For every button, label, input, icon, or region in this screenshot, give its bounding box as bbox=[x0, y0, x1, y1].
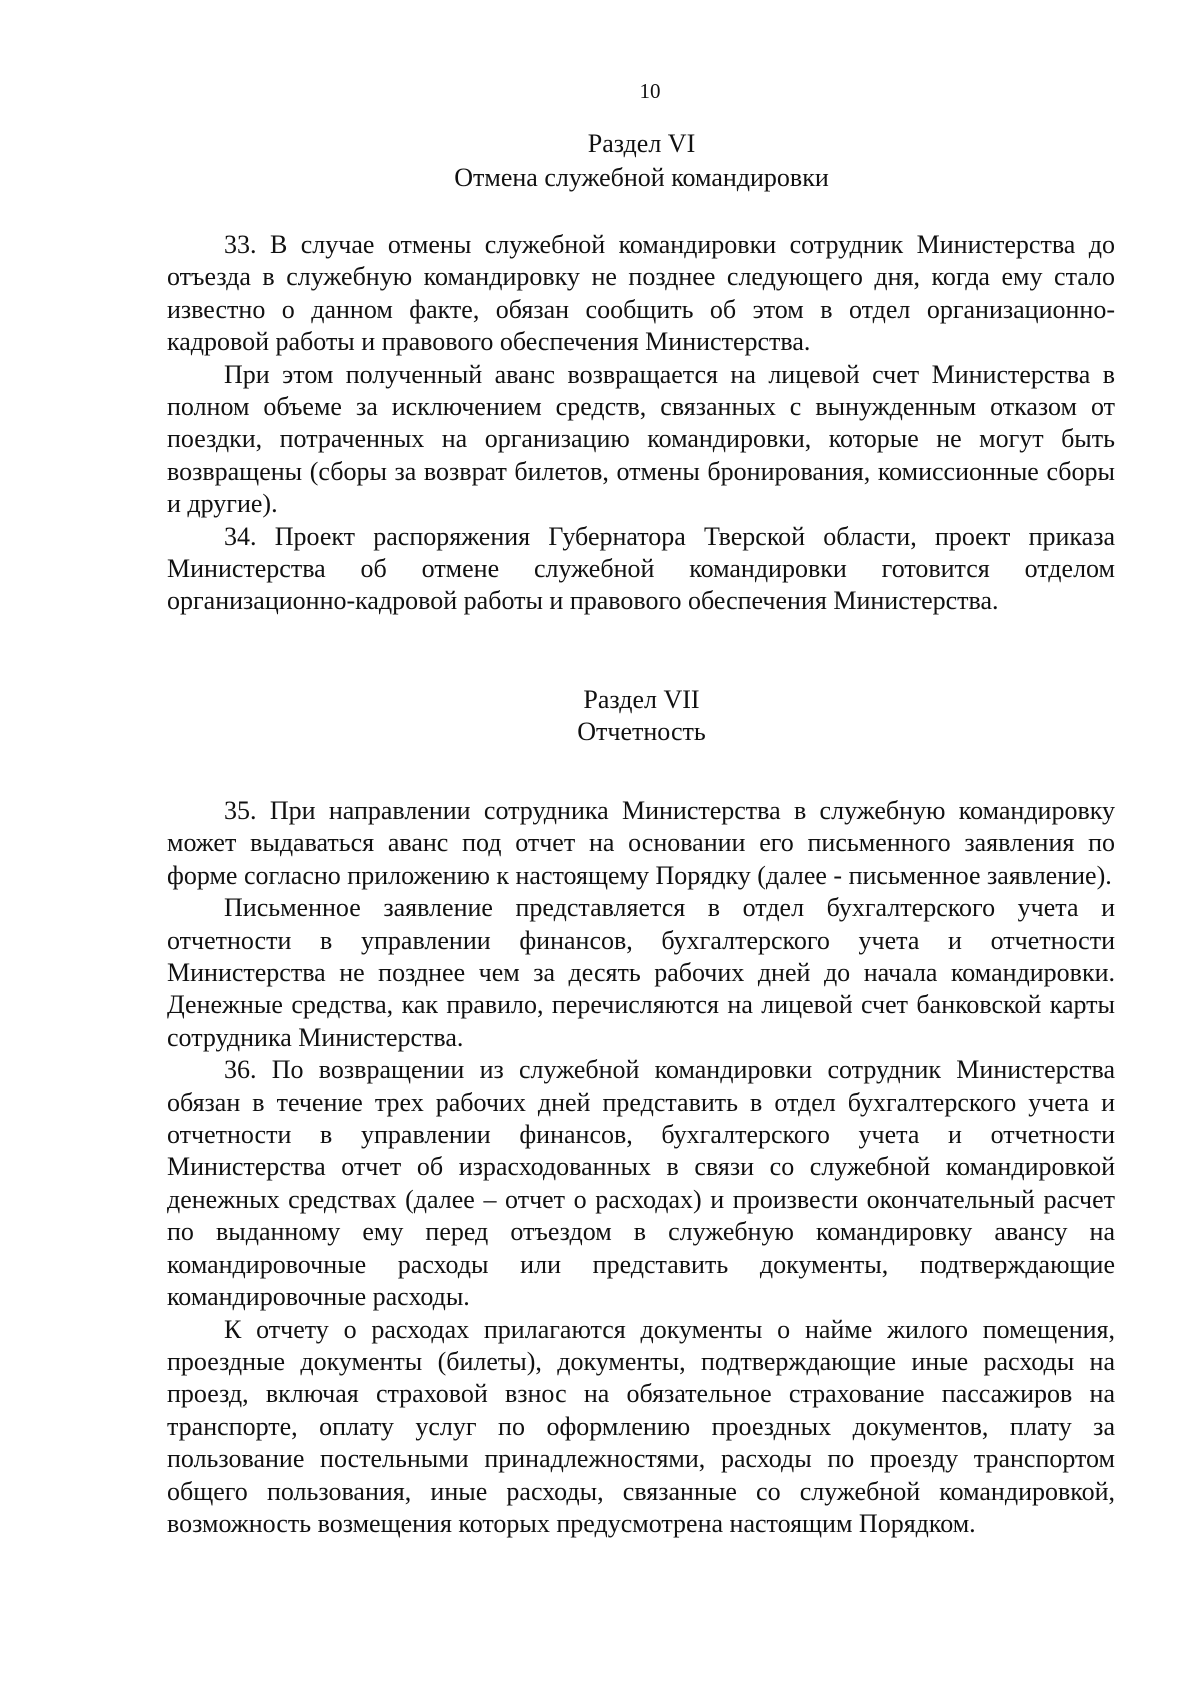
paragraph-33: 33. В случае отмены служебной командировки сотрудник Министерства до отъезда в служебную командировку не позднее следующего дня, когда ему стало известно о данном факте, обязан сообщить об этом в отдел организационно-кадровой работы и правового обеспечения Министерства. bbox=[167, 230, 1115, 357]
paragraph-33-continued: При этом полученный аванс возвращается на лицевой счет Министерства в полном объеме за исключением средств, связанных с вынужденным отказом от поездки, потраченных на организацию командировки, которые не могут быть возвращены (сборы за возврат билетов, отмены бронирования, комиссионные сборы и другие). bbox=[167, 359, 1115, 519]
paragraph-34: 34. Проект распоряжения Губернатора Тверской области, проект приказа Министерства об отмене служебной командировки готовится отделом организационно-кадровой работы и правового обеспечения Министерства. bbox=[167, 521, 1115, 616]
paragraph-35-continued: Письменное заявление представляется в отдел бухгалтерского учета и отчетности в управлении финансов, бухгалтерского учета и отчетности Министерства не позднее чем за десять рабочих дней до начала командировки. Денежные средства, как правило, перечисляются на лицевой счет банковской карты сотрудника Министерства. bbox=[167, 893, 1115, 1052]
paragraph-36: 36. По возвращении из служебной командировки сотрудник Министерства обязан в течение трех рабочих дней представить в отдел бухгалтерского учета и отчетности в управлении финансов, бухгалтерского учета и отчетности Министерства отчет об израсходованных в связи со служебной командировкой денежных средствах (далее – отчет о расходах) и произвести окончательный расчет по выданному ему перед отъездом в служебную командировку авансу на командировочные расходы или представить документы, подтверждающие командировочные расходы. bbox=[167, 1055, 1115, 1312]
section-6-subtitle: Отмена служебной командировки bbox=[454, 163, 829, 192]
section-7-subtitle: Отчетность bbox=[577, 717, 706, 746]
section-7-title: Раздел VII bbox=[583, 685, 700, 714]
section-6-title: Раздел VI bbox=[587, 129, 696, 158]
paragraph-35: 35. При направлении сотрудника Министерства в служебную командировку может выдаваться аванс под отчет на основании его письменного заявления по форме согласно приложению к настоящему Порядку (далее - письменное заявление). bbox=[167, 796, 1115, 890]
paragraph-36-continued: К отчету о расходах прилагаются документы о найме жилого помещения, проездные документы (билеты), документы, подтверждающие иные расходы на проезд, включая страховой взнос на обязательное страхование пассажиров на транспорте, оплату услуг по оформлению проездных документов, плату за пользование постельными принадлежностями, расходы по проезду транспортом общего пользования, иные расходы, связанные со служебной командировкой, возможность возмещения которых предусмотрена настоящим Порядком. bbox=[167, 1314, 1115, 1538]
page-number: 10 bbox=[639, 79, 661, 103]
section-6-body bbox=[167, 229, 1115, 618]
section-7-body bbox=[167, 795, 1115, 1540]
